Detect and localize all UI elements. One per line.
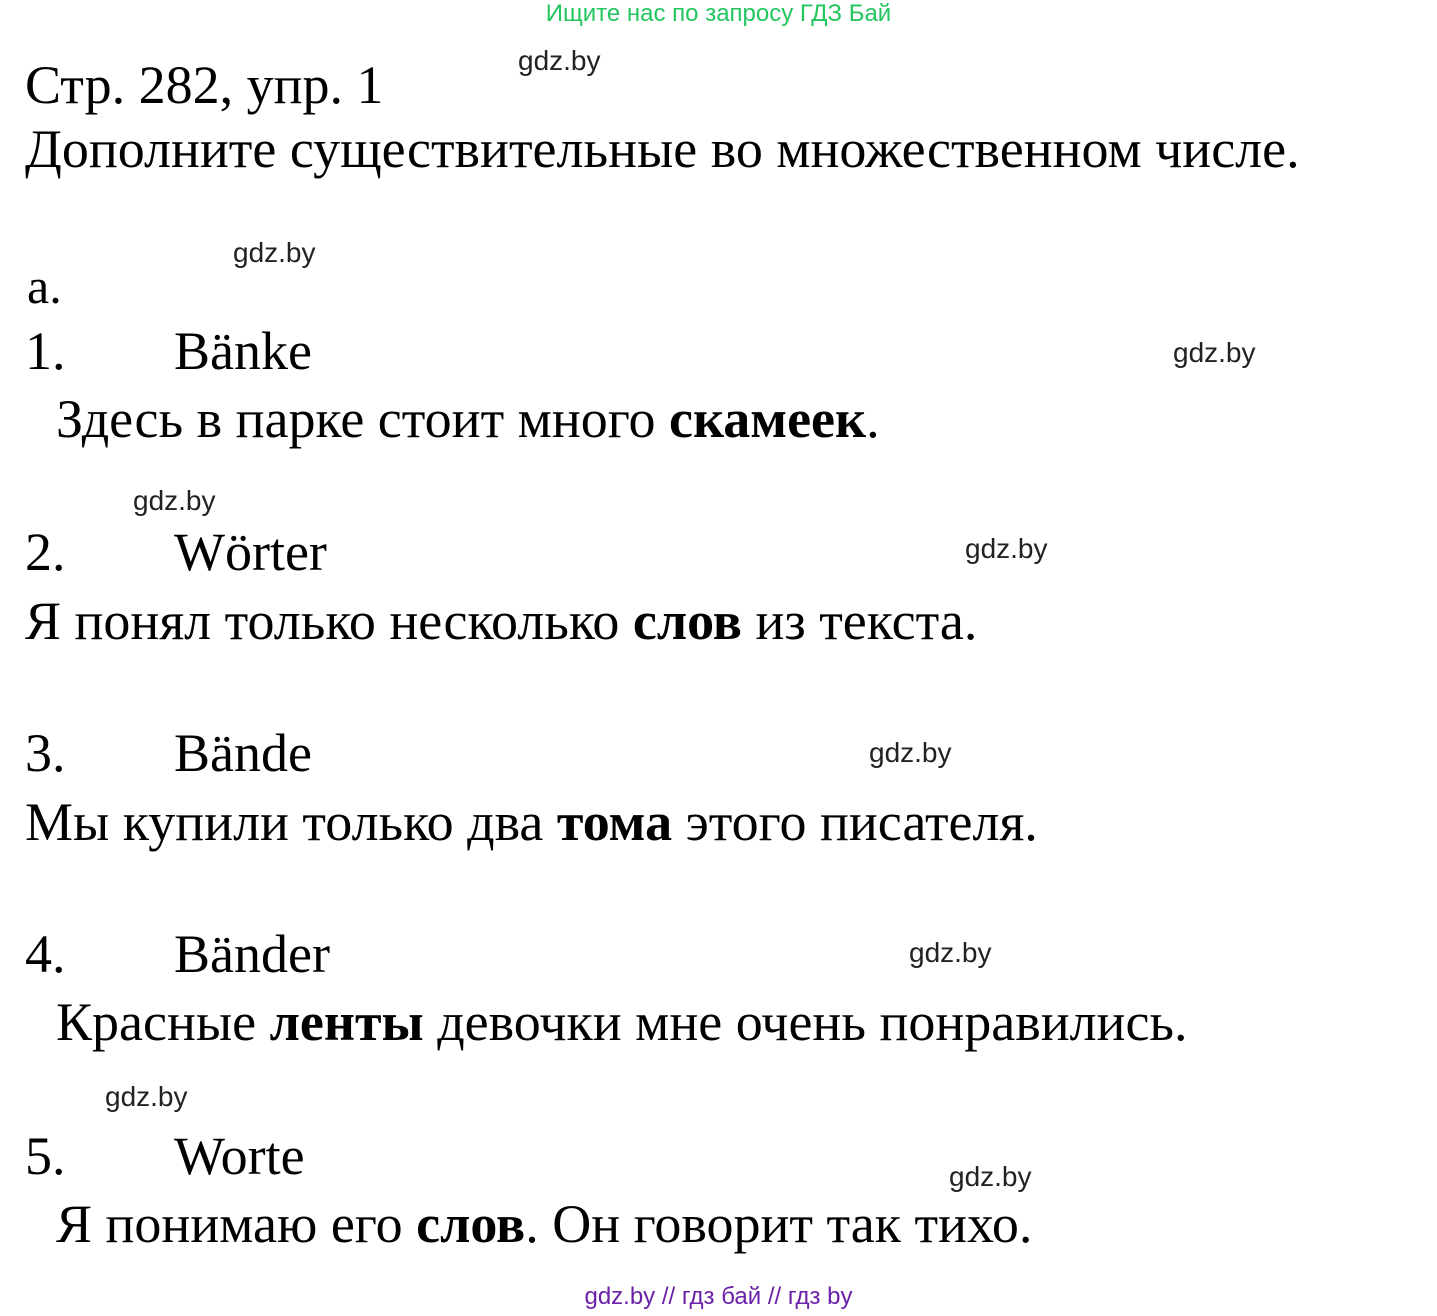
exercise-instruction: Дополните существительные во множественном числе. [25, 119, 1300, 179]
item-word: Worte [174, 1126, 305, 1186]
watermark: gdz.by [909, 937, 992, 968]
item-sentence [56, 388, 880, 450]
section-label: а. [27, 258, 62, 314]
watermark: gdz.by [233, 237, 316, 268]
watermark: gdz.by [949, 1161, 1032, 1192]
sentence-text: . Он говорит так тихо. [525, 1194, 1033, 1254]
watermark: gdz.by [1173, 337, 1256, 368]
item-sentence [56, 1193, 1032, 1255]
sentence-text: Я понимаю его [56, 1194, 417, 1254]
watermark: gdz.by [518, 45, 601, 76]
item-sentence [56, 991, 1188, 1053]
watermark: gdz.by [965, 533, 1048, 564]
top-banner: Ищите нас по запросу ГДЗ Бай [545, 0, 892, 27]
watermark: gdz.by [105, 1081, 188, 1112]
watermark: gdz.by [869, 737, 952, 768]
sentence-answer: скамеек [669, 389, 867, 449]
sentence-text: Красные [56, 992, 270, 1052]
sentence-answer: слов [632, 591, 742, 651]
sentence-answer: ленты [269, 992, 424, 1052]
item-sentence [25, 590, 977, 652]
item-number: 3. [25, 723, 66, 783]
page-title: Стр. 282, упр. 1 [25, 55, 384, 115]
item-number: 5. [25, 1126, 66, 1186]
item-word: Bände [174, 723, 312, 783]
footer-links: gdz.by // гдз бай // гдз by [584, 1283, 853, 1310]
item-number: 1. [25, 321, 66, 381]
sentence-text: этого писателя. [672, 792, 1038, 852]
item-word: Bänke [174, 321, 312, 381]
item-number: 4. [25, 924, 66, 984]
sentence-text: девочки мне очень понравились. [423, 992, 1188, 1052]
watermark: gdz.by [133, 485, 216, 516]
item-number: 2. [25, 522, 66, 582]
sentence-answer: слов [416, 1194, 526, 1254]
item-word: Bänder [174, 924, 330, 984]
sentence-text: из текста. [741, 591, 978, 651]
sentence-text: Мы купили только два [25, 792, 557, 852]
item-sentence [25, 791, 1038, 853]
sentence-text: Здесь в парке стоит много [56, 389, 670, 449]
sentence-text: . [866, 389, 880, 449]
item-word: Wörter [174, 522, 327, 582]
sentence-text: Я понял только несколько [25, 591, 633, 651]
sentence-answer: тома [556, 792, 673, 852]
